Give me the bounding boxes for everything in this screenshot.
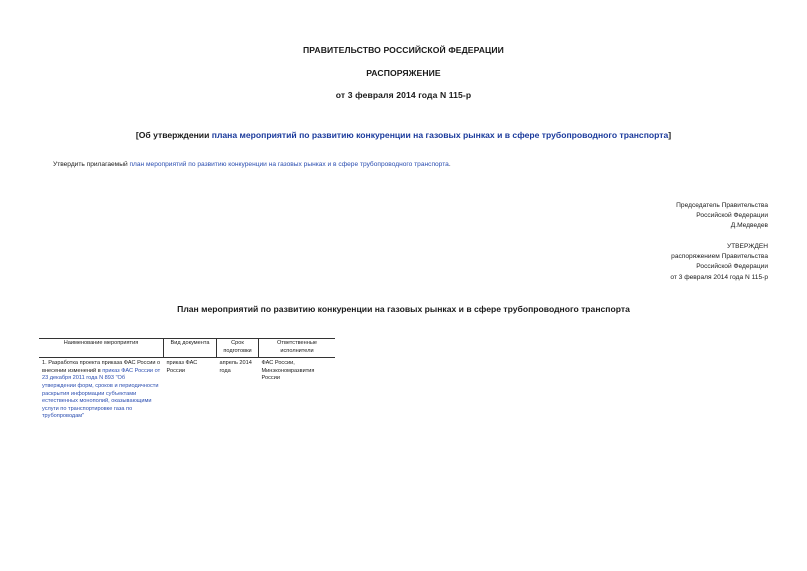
signature-block bbox=[676, 201, 768, 232]
document-title bbox=[0, 130, 807, 140]
approve-prefix: Утвердить прилагаемый bbox=[53, 161, 130, 168]
header-doc-type: Вид документа bbox=[164, 339, 217, 358]
document-type-heading: РАСПОРЯЖЕНИЕ bbox=[366, 68, 441, 78]
plan-title: План мероприятий по развитию конкуренции на газовых рынках и в сфере трубопроводного транспорта bbox=[177, 304, 630, 314]
approve-paragraph bbox=[53, 161, 451, 168]
approved-line4: от 3 февраля 2014 года N 115-р bbox=[670, 273, 768, 281]
cell-term: апрель 2014 года bbox=[219, 360, 252, 374]
signature-position-line2: Российской Федерации bbox=[696, 212, 768, 220]
signature-position-line1: Председатель Правительства bbox=[676, 202, 768, 209]
cell-name bbox=[39, 358, 164, 423]
title-prefix: Об утверждении bbox=[138, 130, 212, 140]
approve-suffix: . bbox=[448, 161, 451, 168]
table-header-row bbox=[39, 339, 335, 358]
approved-line1: УТВЕРЖДЕН bbox=[726, 243, 768, 250]
cell-doc-type: приказ ФАС России bbox=[166, 360, 198, 374]
title-close-bracket: ] bbox=[668, 130, 672, 140]
cell-name-prefix: 1. Разработка проекта приказа ФАС России о внесении изменений в bbox=[42, 360, 161, 374]
approve-plan-link[interactable]: план мероприятий по развитию конкуренции на газовых рынках и в сфере трубопроводного транспорта bbox=[129, 161, 449, 168]
header-responsible: Ответственные исполнители bbox=[259, 339, 336, 358]
header-name: Наименование мероприятия bbox=[39, 339, 164, 358]
approved-line3: Российской Федерации bbox=[696, 263, 768, 271]
signature-name: Д.Медведев bbox=[730, 222, 768, 230]
header-term: Срок подготовки bbox=[217, 339, 259, 358]
cell-name-link[interactable]: приказ ФАС России от 23 декабря 2011 года N 893 "Об утверждении форм, сроков и периодичности раскрытия информации субъектами естественных монополий, оказывающими услуги по транспортировке газа по трубопроводам" bbox=[42, 367, 161, 420]
document-date-number: от 3 февраля 2014 года N 115-р bbox=[335, 90, 472, 100]
government-heading: ПРАВИТЕЛЬСТВО РОССИЙСКОЙ ФЕДЕРАЦИИ bbox=[303, 45, 504, 55]
approved-line2: распоряжением Правительства bbox=[671, 253, 768, 261]
plan-table bbox=[39, 338, 335, 423]
title-plan-link[interactable]: плана мероприятий по развитию конкуренции на газовых рынках и в сфере трубопроводного транспорта bbox=[211, 130, 669, 140]
table-row bbox=[39, 358, 335, 423]
title-open-bracket: [ bbox=[135, 130, 139, 140]
cell-responsible: ФАС России, Минэкономразвития России bbox=[261, 360, 315, 382]
approved-block bbox=[670, 242, 768, 283]
